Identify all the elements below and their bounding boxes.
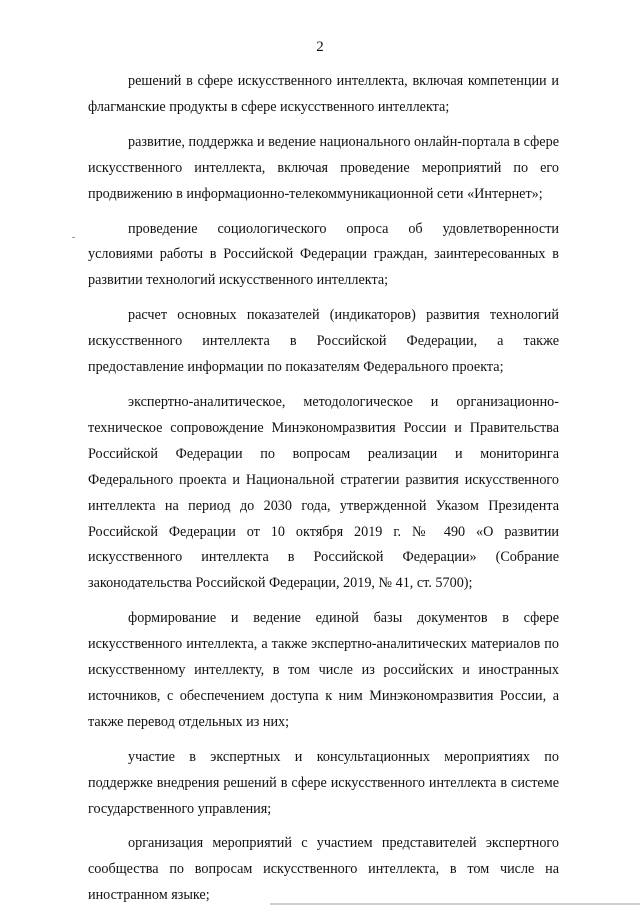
paragraph-sociological-survey: проведение социологического опроса об удовлетворенности условиями работы в Российской Федерации граждан, заинтересованных в развитии технологий искусственного интеллекта; — [88, 220, 559, 289]
paragraph-document-database: формирование и ведение единой базы документов в сфере искусственного интеллекта, а также экспертно-аналитических материалов по искусственному интеллекту, в том числе из российских и иностранных источников, с обеспечением доступа к ним Минэкономразвития России, а также перевод отдельных из них; — [88, 610, 559, 730]
document-body — [88, 69, 559, 909]
paragraph-online-portal: развитие, поддержка и ведение национального онлайн-портала в сфере искусственного интеллекта, включая проведение мероприятий по его продвижению в информационно-телекоммуникационной сети «Интернет»; — [88, 133, 559, 202]
paragraph-consultation-events: участие в экспертных и консультационных мероприятиях по поддержке внедрения решений в сфере искусственного интеллекта в системе государственного управления; — [88, 748, 559, 817]
paragraph-indicators: расчет основных показателей (индикаторов) развития технологий искусственного интеллекта в Российской Федерации, а также предоставление информации по показателям Федерального проекта; — [88, 307, 559, 376]
paragraph-expert-support: экспертно-аналитическое, методологическое и организационно-техническое сопровождение Минэкономразвития России и Правительства Российской Федерации по вопросам реализации и мониторинга Федерального проекта и Национальной стратегии развития искусственного интеллекта на период до 2030 года, утвержденной Указом Президента Российской Федерации от 10 октября 2019 г. № 490 «О развитии искусственного интеллекта в Российской Федерации» (Собрание законодательства Российской Федерации, 2019, № 41, ст. 5700); — [88, 393, 559, 592]
paragraph-expert-community-events: организация мероприятий с участием представителей экспертного сообщества по вопросам искусственного интеллекта, в том числе на иностранном языке; — [88, 835, 559, 904]
page-number: 2 — [316, 39, 324, 55]
paragraph-ai-solutions-end: решений в сфере искусственного интеллекта, включая компетенции и флагманские продукты в сфере искусственного интеллекта; — [88, 73, 559, 115]
scan-artifact-mark — [72, 237, 75, 238]
